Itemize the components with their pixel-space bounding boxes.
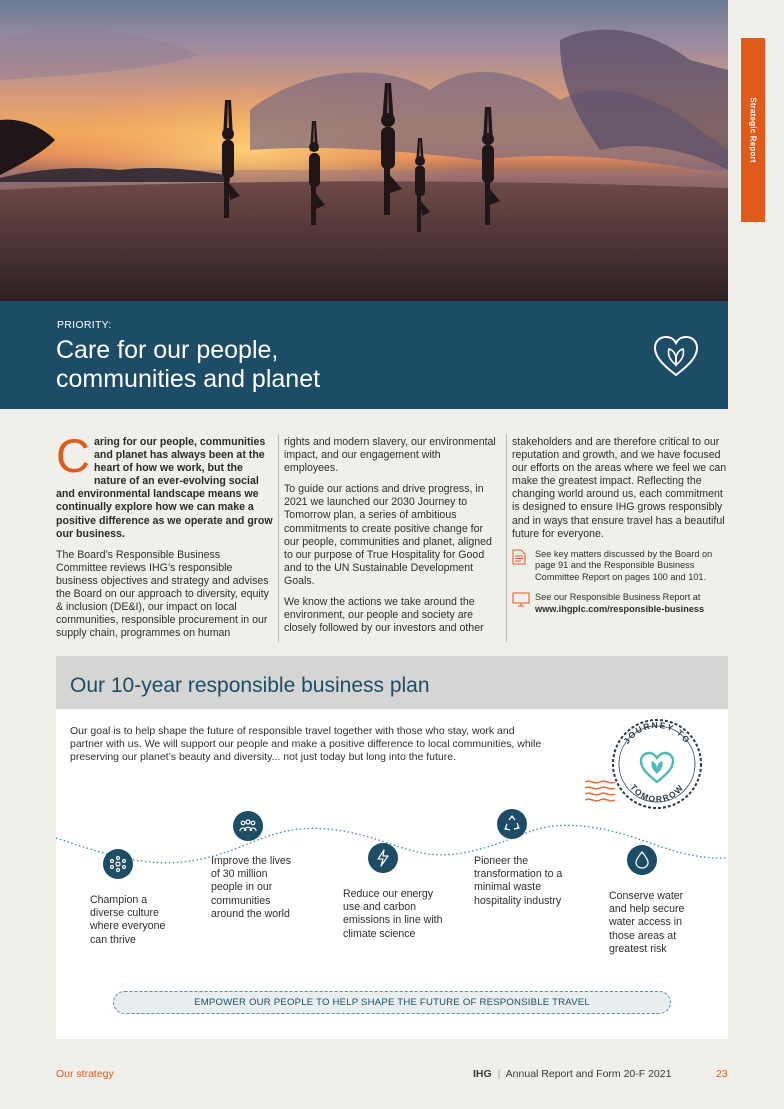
- footer-separator: |: [497, 1068, 501, 1080]
- drop-cap: C: [56, 429, 90, 482]
- goal-energy-text: Reduce our energy use and carbon emissions in line with climate science: [343, 888, 443, 940]
- column-2: [284, 436, 496, 643]
- paragraph-1: The Board’s Responsible Business Committee reviews IHG’s responsible business objectives and strategy and advises the Board on our approach to diversity, equity & inclusion (DE&I), our impact on local communities, responsible procurement in our supply chain, programmes on human: [56, 548, 269, 640]
- people-icon: [239, 817, 257, 835]
- lightning-icon: [374, 849, 392, 867]
- document-icon: [512, 549, 526, 565]
- priority-title-line1: Care for our people,: [56, 336, 279, 364]
- web-reference-text: See our Responsible Business Report at: [535, 592, 701, 603]
- paragraph-2: rights and modern slavery, our environmental impact, and our engagement with employees.: [284, 436, 496, 475]
- side-tab-label: Strategic Report: [748, 97, 758, 163]
- hero-photo: [0, 0, 728, 301]
- plan-heading-bar: [56, 656, 728, 709]
- heart-leaf-icon: [653, 335, 699, 379]
- column-divider-2: [506, 434, 507, 642]
- paragraph-5: stakeholders and are therefore critical to our reputation and growth, and we have focused our efforts on the areas where we feel we can make the greatest impact. Reflecting the changing world around us, each commitment is designed to ensure IHG grows responsibly and in ways that ensure travel has a beautiful future for everyone.: [512, 436, 727, 540]
- plan-heading: Our 10-year responsible business plan: [70, 674, 430, 697]
- column-divider-1: [278, 434, 279, 642]
- water-drop-icon: [633, 851, 651, 869]
- footer-report-title: Annual Report and Form 20-F 2021: [505, 1068, 672, 1080]
- column-3: [512, 436, 728, 624]
- goal-diversity-node[interactable]: [103, 849, 133, 879]
- lead-paragraph: aring for our people, communities and planet has always been at the heart of how we work, but the nature of an ever-evolving social and environmental landscape means we continually explore how we can make a positive difference as we operate and grow our business.: [56, 436, 273, 540]
- web-reference[interactable]: [512, 592, 728, 615]
- monitor-icon: [512, 592, 530, 607]
- priority-kicker: PRIORITY:: [57, 319, 112, 331]
- column-1: [56, 429, 274, 648]
- paragraph-3: To guide our actions and drive progress, in 2021 we launched our 2030 Journey to Tomorrow plan, a series of ambitious commitments to create positive change for our people, communities and planet, aligned to our purpose of True Hospitality for Good and to the UN Sustainable Development Goals.: [284, 483, 492, 587]
- diversity-icon: [109, 855, 127, 873]
- strategic-report-tab[interactable]: [741, 38, 765, 222]
- responsible-business-link[interactable]: www.ihgplc.com/responsible-business: [535, 603, 705, 614]
- priority-title: [56, 336, 320, 394]
- footer-section[interactable]: Our strategy: [56, 1068, 114, 1080]
- goal-communities-node[interactable]: [233, 811, 263, 841]
- goal-water-node[interactable]: [627, 845, 657, 875]
- priority-title-line2: communities and planet: [56, 365, 321, 393]
- stamp-top-text: JOURNEY TO: [621, 719, 693, 746]
- priority-band: [0, 301, 728, 409]
- plan-intro: Our goal is to help shape the future of responsible travel together with those who stay, work and partner with us. We will support our people and make a positive difference to local communities, while preserving our planet’s beauty and diversity... not just today but long into the future.: [70, 725, 542, 764]
- goal-water-text: Conserve water and help secure water access in those areas at greatest risk: [609, 890, 685, 955]
- board-reference-text: See key matters discussed by the Board on page 91 and the Responsible Business Committee Report on pages 100 and 101.: [535, 548, 713, 582]
- goal-communities-text: Improve the lives of 30 million people in our communities around the world: [211, 855, 292, 920]
- goal-energy-node[interactable]: [368, 843, 398, 873]
- board-reference[interactable]: [512, 549, 728, 584]
- goal-waste-node[interactable]: [497, 809, 527, 839]
- yoga-sunset-illustration: [0, 0, 728, 301]
- goal-waste-text: Pioneer the transformation to a minimal waste hospitality industry: [474, 855, 563, 907]
- page-number: 23: [716, 1068, 728, 1080]
- empower-banner: EMPOWER OUR PEOPLE TO HELP SHAPE THE FUTURE OF RESPONSIBLE TRAVEL: [113, 991, 671, 1014]
- stamp-bottom-text: TOMORROW: [628, 782, 686, 805]
- footer-report: [473, 1068, 671, 1080]
- goal-diversity-text: Champion a diverse culture where everyone can thrive: [90, 894, 166, 946]
- journey-to-tomorrow-stamp: [585, 712, 715, 812]
- footer-brand: IHG: [473, 1068, 492, 1080]
- paragraph-4: We know the actions we take around the environment, our people and society are closely followed by our investors and other: [284, 596, 484, 635]
- recycle-icon: [503, 815, 521, 833]
